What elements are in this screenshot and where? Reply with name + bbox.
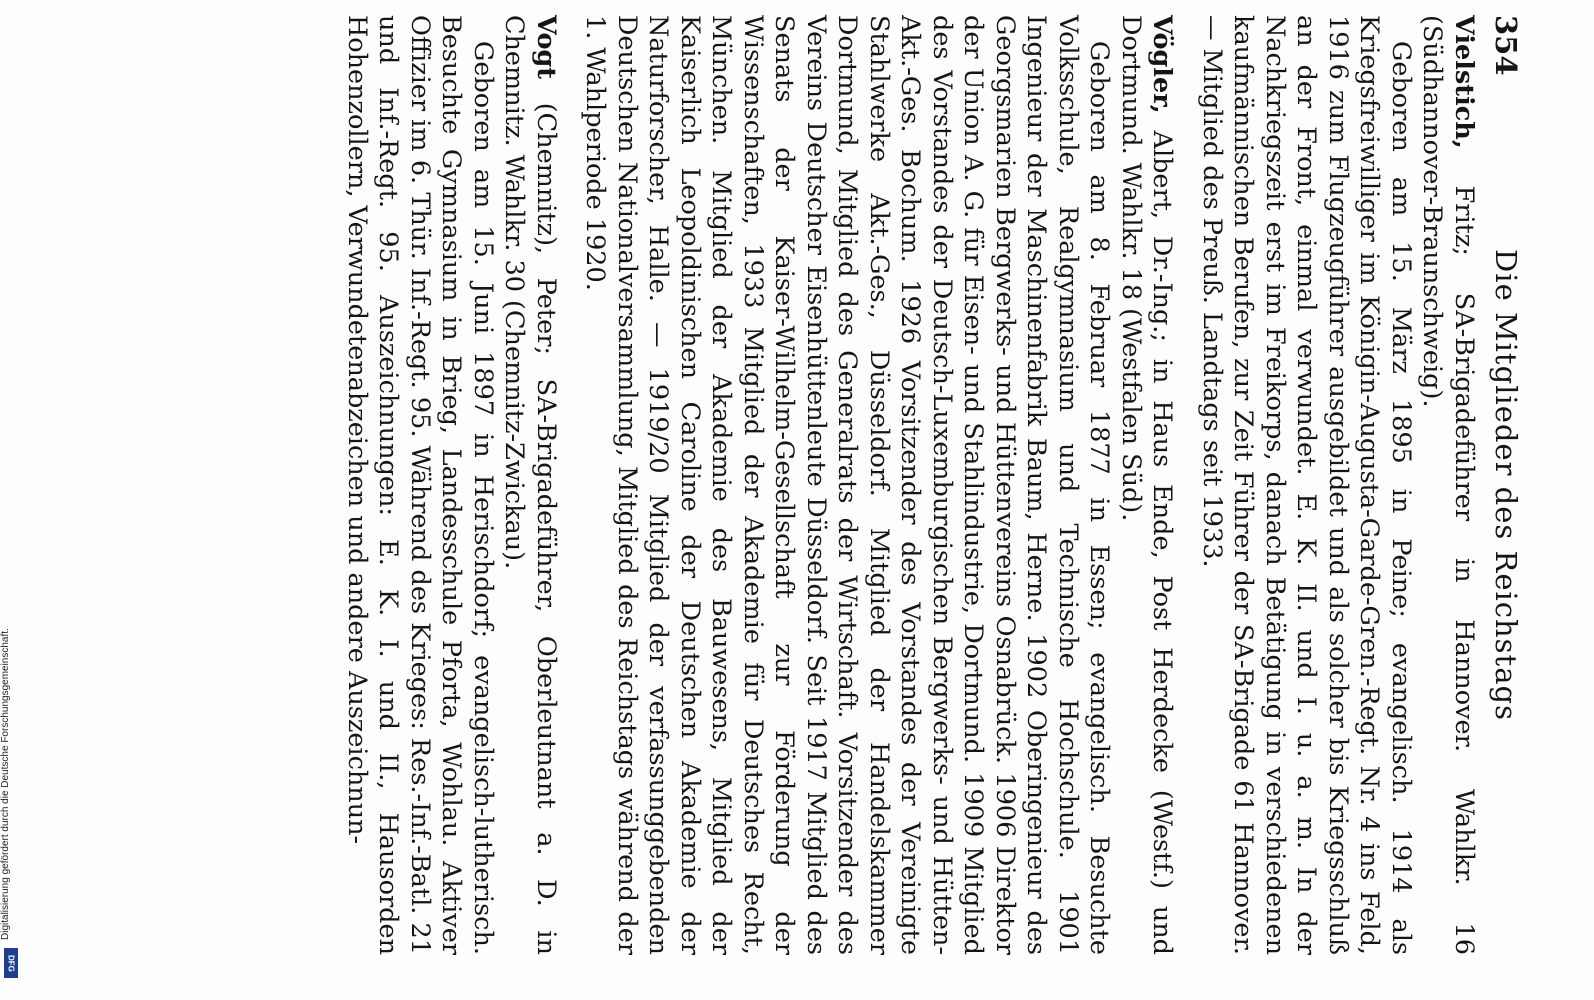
entry-name: Vogt: [531, 15, 561, 80]
entry-name: Vielstich,: [1449, 15, 1479, 149]
page-header: [1479, 15, 1523, 955]
biography-entry: [579, 15, 1178, 955]
entry-heading-text: Fritz; SA-Brigadeführer in Hannover. Wahlkr. 16 (Südhannover-Braunschweig).: [1417, 15, 1479, 955]
entry-heading: [1115, 15, 1178, 955]
entry-heading-text: (Chemnitz), Peter; SA-Brigadeführer, Oberleutnant a. D. in Chemnitz. Wahlkr. 30 (Chemnitz-Zwickau).: [499, 15, 561, 955]
entry-body: Geboren am 15. März 1895 in Peine; evangelisch. 1914 als Kriegsfreiwilliger im Königin-Augusta-Garde-Gren.-Regt. Nr. 4 ins Feld, 1916 zum Flugzeugführer ausgebildet und als solcher bis Kriegsschluß an der Front, einmal verwundet. E. K. II. und I. u. a. m. In der Nachkriegszeit erst im Freikorps, danach Betätigung in verschiedenen kaufmännischen Berufen, zur Zeit Führer der SA-Brigade 61 Hannover. — Mitglied des Preuß. Landtags seit 1933.: [1197, 15, 1416, 955]
digitization-credit: Digitalisierung gefördert durch die Deutsche Forschungsgemeinschaft.: [0, 628, 11, 940]
dfg-logo: DFG: [4, 948, 18, 978]
biography-entry: [1196, 15, 1480, 955]
book-page: [83, 15, 1523, 955]
entry-heading: [1416, 15, 1479, 955]
entry-heading-text: Albert, Dr.-Ing.; in Haus Ende, Post Herdecke (Westf.) und Dortmund. Wahlkr. 18 (Westfalen Süd).: [1116, 15, 1178, 955]
entry-heading: [498, 15, 561, 955]
entry-name: Vögler,: [1147, 15, 1178, 114]
entry-body: Geboren am 8. Februar 1877 in Essen; evangelisch. Besuchte Volksschule, Realgymnasium und Technische Hochschule. 1901 Ingenieur der Maschinenfabrik Baum, Herne. 1902 Oberingenieur des Georgsmarien Bergwerks- und Hüttenvereins Osnabrück. 1906 Direktor der Union A. G. für Eisen- und Stahlindustrie, Dortmund. 1909 Mitglied des Vorstandes der Deutsch-Luxemburgischen Bergwerks- und Hütten-Akt.-Ges. Bochum. 1926 Vorsitzender des Vorstandes der Vereinigte Stahlwerke Akt.-Ges., Düsseldorf. Mitglied der Handelskammer Dortmund, Mitglied des Generalrats der Wirtschaft. Vorsitzender des Vereins Deutscher Eisenhüttenleute Düsseldorf. Seit 1917 Mitglied des Senats der Kaiser-Wilhelm-Gesellschaft zur Förderung der Wissenschaften, 1933 Mitglied der Akademie für Deutsches Recht, München. Mitglied der Akademie des Bauwesens, Mitglied der Kaiserlich Leopoldinischen Caroline der Deutschen Akademie der Naturforscher, Halle. — 1919/20 Mitglied der verfassunggebenden Deutschen Nationalversammlung, Mitglied des Reichstags während der 1. Wahlperiode 1920.: [580, 15, 1115, 955]
biography-entry: [341, 15, 562, 955]
page-number: 354: [1489, 15, 1523, 76]
running-title: Die Mitglieder des Reichstags: [1489, 249, 1523, 721]
entry-body: Geboren am 15. Juni 1897 in Herischdorf; evangelisch-lutherisch. Besuchte Gymnasium in Brieg, Landesschule Pforta, Wohlau. Aktiver Offizier im 6. Thür. Inf.-Regt. 95. Während des Krieges: Res.-Inf.-Batl. 21 und Inf.-Regt. 95. Auszeichnungen: E. K. I. und II., Hausorden Hohenzollern, Verwundetenabzeichen und andere Auszeichnun-: [342, 15, 498, 955]
